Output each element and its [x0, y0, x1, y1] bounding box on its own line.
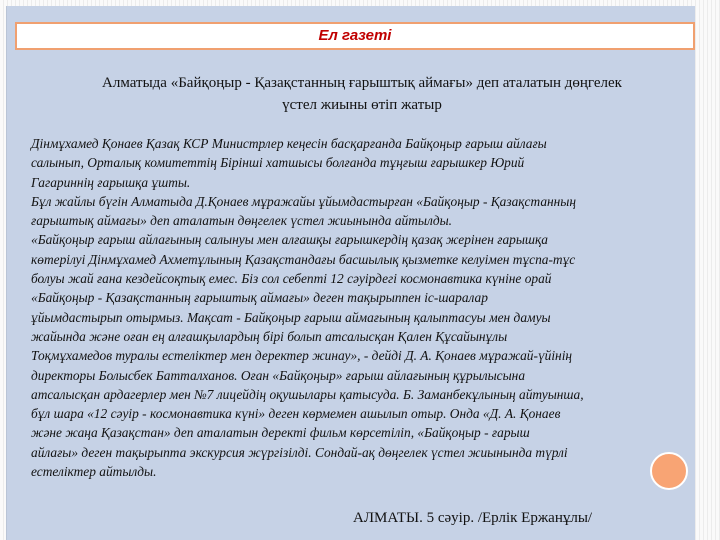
body-line: және жаңа Қазақстан» деп аталатын деректі фильм көрсетіліп, «Байқоңыр - ғарыш: [31, 425, 530, 441]
body-line: Тоқмұхамедов туралы естеліктер мен деректер жинау», - дейді Д. А. Қонаев мұражай-үйінің: [31, 348, 573, 364]
body-line: көтерілуі Дінмұхамед Ахметұлының Қазақстандағы басшылық қызметке келуімен тұспа-тұс: [31, 251, 576, 267]
body-line: айлағы» деген тақырыпта экскурсия жүргізілді. Сондай-ақ дөңгелек үстел жиынында түрлі: [31, 444, 568, 460]
headline: [37, 72, 687, 116]
body-line: Дінмұхамед Қонаев Қазақ КСР Министрлер кеңесін басқарғанда Байқоңыр ғарыш айлағы: [31, 136, 547, 151]
body-line: атсалысқан ардагерлер мен №7 лицейдің оқушылары қатысуда. Б. Заманбекұлының айтуынша,: [31, 386, 584, 402]
body-line: Гагариннің ғарышқа ұшты.: [31, 174, 191, 190]
body-line: салынып, Орталық комитеттің Бірінші хатшысы болғанда тұңғыш ғарышкер Юрий: [31, 155, 525, 171]
body-line: Бұл жайлы бүгін Алматыда Д.Қонаев мұражайы ұйымдастырған «Байқоңыр - Қазақстанның: [31, 193, 577, 209]
body-line: директоры Болысбек Батталханов. Оған «Байқоңыр» ғарыш айлағының құрылысына: [31, 367, 526, 383]
body-line: ұйымдастырып отырмыз. Мақсат - Байқоңыр ғарыш аймағының қалыптасуы мен дамуы: [31, 309, 551, 325]
body-line: ғарыштық аймағы» деп аталатын дөңгелек үстел жиынында айтылды.: [31, 213, 453, 229]
body-line: болуы жай ғана кездейсоқтық емес. Біз сол себепті 12 сәуірдегі космонавтика күніне орай: [31, 271, 552, 287]
slide: [6, 6, 695, 540]
byline: АЛМАТЫ. 5 сәуір. /Ерлік Ержанұлы/: [353, 510, 593, 526]
body-line: «Байқоңыр - Қазақстанның ғарыштық аймағы» деген тақырыппен іс-шаралар: [31, 290, 488, 306]
decorative-circle: [650, 452, 688, 490]
headline-line-2: үстел жиыны өтіп жатыр: [282, 97, 442, 113]
body-line: «Байқоңыр ғарыш айлағының салынуы мен алғашқы ғарышкердің қазақ жерінен ғарышқа: [31, 232, 548, 248]
body-line: жайында және оған ең алғашқылардың бірі болып атсалысқан Қален Құсайынұлы: [31, 328, 508, 344]
body-line: бұл шара «12 сәуір - космонавтика күні» деген көрмемен ашылып отыр. Онда «Д. А. Қонаев: [31, 406, 561, 422]
article-body: [31, 134, 699, 481]
headline-line-1: Алматыда «Байқоңыр - Қазақстанның ғарыштық аймағы» деп аталатын дөңгелек: [102, 75, 622, 91]
body-line: естеліктер айтылды.: [31, 464, 157, 480]
newspaper-title: Ел газеті: [15, 22, 695, 50]
